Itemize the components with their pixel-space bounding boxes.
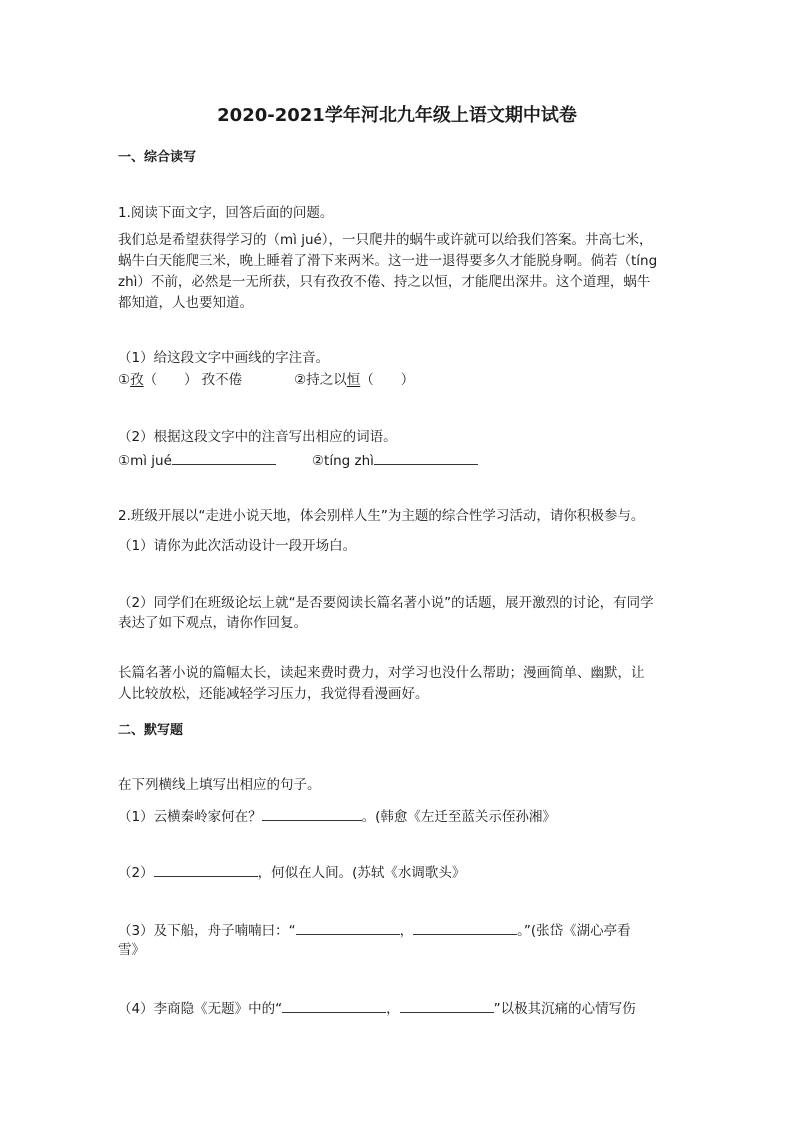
dictation-item-3-continuation: 雪》: [118, 942, 145, 958]
dictation-item-3: [118, 920, 631, 940]
item-number: ②: [294, 372, 307, 388]
pinyin-items-row: [118, 371, 414, 389]
dictation-item-1: [118, 806, 556, 826]
answer-blank[interactable]: [413, 920, 517, 935]
question-1-stem: 1.阅读下面文字，回答后面的问题。: [118, 205, 334, 221]
underlined-character: 孜: [130, 372, 144, 388]
question-1-sub-1: （1）给这段文字中画线的字注音。: [118, 350, 330, 366]
answer-blank[interactable]: [374, 450, 478, 465]
quoted-opinion-line: 长篇名著小说的篇幅太长，读起来费时费力，对学习也没什么帮助；漫画简单、幽默，让: [118, 665, 645, 681]
pinyin-prompt: ①mì jué: [118, 453, 172, 469]
answer-blank[interactable]: [172, 450, 276, 465]
answer-parentheses[interactable]: （ ）: [143, 372, 198, 388]
answer-blank[interactable]: [400, 998, 494, 1013]
underlined-character: 恒: [346, 372, 361, 388]
section-heading-dictation: 二、默写题: [118, 723, 184, 738]
dictation-intro: 在下列横线上填写出相应的句子。: [118, 777, 321, 793]
dictation-prompt: （2）: [118, 865, 154, 881]
answer-parentheses[interactable]: （ ）: [360, 372, 415, 388]
answer-blank[interactable]: [296, 920, 400, 935]
dictation-source: 。(韩愈《左迁至蓝关示侄孙湘》: [361, 809, 556, 825]
word-prefix: 持之以: [306, 372, 347, 388]
punctuation: ，: [399, 923, 414, 939]
section-heading-reading-writing: 一、综合读写: [118, 150, 197, 165]
passage-line: 我们总是希望获得学习的（mì jué），一只爬井的蜗牛或许就可以给我们答案。井高七米，: [118, 232, 653, 248]
question-2-stem: 2.班级开展以“走进小说天地，体会别样人生”为主题的综合性学习活动，请你积极参与。: [118, 508, 645, 524]
dictation-prompt: （4）李商隐《无题》中的“: [118, 1001, 283, 1017]
word-fill-row: [118, 450, 478, 470]
dictation-item-4: [118, 998, 636, 1018]
quoted-opinion-line: 人比较放松，还能减轻学习压力，我觉得看漫画好。: [118, 686, 429, 702]
dictation-source: ”以极其沉痛的心情写伤: [493, 1001, 636, 1017]
question-2-sub-1: （1）请你为此次活动设计一段开场白。: [118, 538, 357, 554]
pinyin-prompt: ②tíng zhì: [311, 453, 374, 469]
passage-line: 都知道，人也要知道。: [118, 295, 253, 311]
answer-blank[interactable]: [262, 806, 362, 821]
page-title: 2020-2021学年河北九年级上语文期中试卷: [217, 105, 577, 126]
answer-blank[interactable]: [282, 998, 386, 1013]
answer-blank[interactable]: [154, 862, 258, 877]
passage-line: zhì）不前，必然是一无所获，只有孜孜不倦、持之以恒，才能爬出深井。这个道理，蜗牛: [118, 274, 651, 290]
word-remainder: 孜不倦: [201, 372, 243, 388]
dictation-source: ，何似在人间。(苏轼《水调歌头》: [257, 865, 466, 881]
item-number: ①: [118, 372, 131, 388]
dictation-prompt: （1）云横秦岭家何在？: [118, 809, 262, 825]
punctuation: ，: [386, 1001, 400, 1017]
dictation-source: 。”(张岱《湖心亭看: [517, 923, 631, 939]
passage-line: 蜗牛白天能爬三米，晚上睡着了滑下来两米。这一进一退得要多久才能脱身啊。倘若（tíng: [118, 253, 658, 269]
dictation-item-2: [118, 862, 465, 882]
dictation-prompt: （3）及下船，舟子喃喃曰：“: [118, 923, 296, 939]
question-2-sub-2-line: 表达了如下观点，请你作回复。: [118, 615, 307, 631]
question-2-sub-2-line: （2）同学们在班级论坛上就“是否要阅读长篇名著小说”的话题，展开激烈的讨论，有同学: [118, 595, 654, 611]
question-1-sub-2: （2）根据这段文字中的注音写出相应的词语。: [118, 429, 397, 445]
